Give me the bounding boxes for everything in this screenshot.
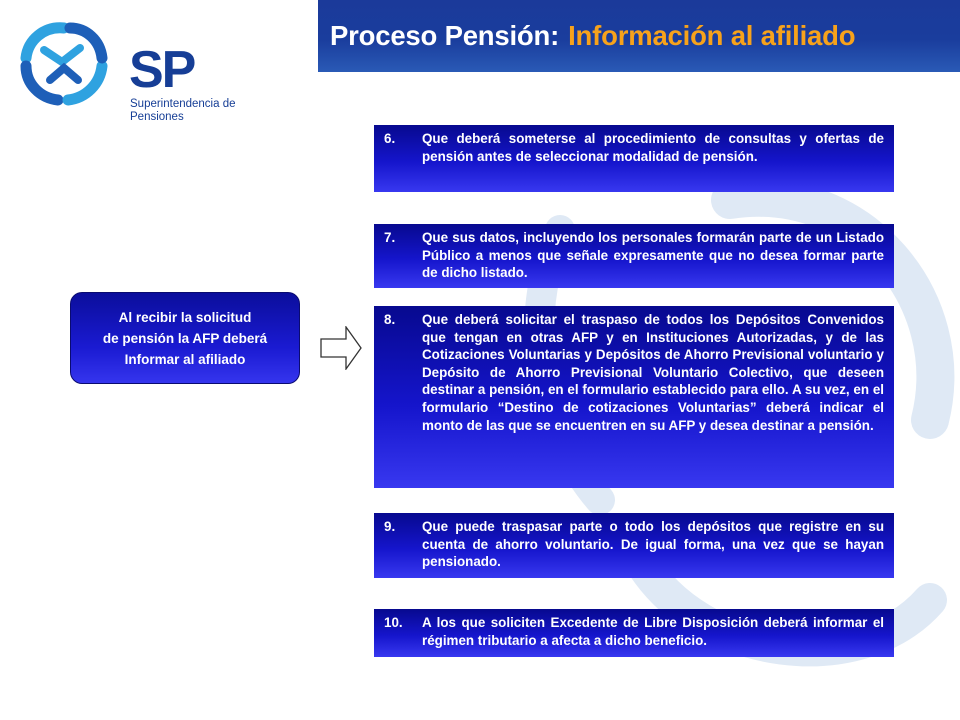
list-item	[374, 125, 894, 192]
item-number: 8.	[384, 312, 396, 327]
list-item	[374, 224, 894, 288]
list-item	[374, 306, 894, 488]
hands-circle-icon	[14, 18, 114, 110]
instruction-line: Al recibir la solicitud	[118, 309, 252, 325]
item-number: 6.	[384, 131, 396, 146]
list-item	[374, 609, 894, 657]
item-text: Que sus datos, incluyendo los personales formarán parte de un Listado Público a menos que señale expresamente que no desea formar parte de dicho listado.	[422, 230, 884, 281]
title-bar	[318, 0, 960, 72]
item-text: Que puede traspasar parte o todo los depósitos que registre en su cuenta de ahorro voluntario. De igual forma, una vez que se hayan pensionado.	[422, 519, 884, 570]
list-item	[374, 513, 894, 578]
sp-logo	[14, 18, 236, 123]
logo-title: SP	[129, 41, 195, 99]
item-text: Que deberá solicitar el traspaso de todos los Depósitos Convenidos que tengan en otras AFP y en Instituciones Autorizadas, y de las Cotizaciones Voluntarias y Depósitos de Ahorro Previsional voluntario y Depósito de Ahorro Previsional Voluntario Colectivo, que deseen destinar a pensión, en el formulario establecido para ello. A su vez, en el formulario “Destino de cotizaciones Voluntarias” deberá indicar el monto de las que se encuentren en su AFP y desea destinar a pensión.	[422, 312, 884, 433]
item-number: 9.	[384, 519, 396, 534]
right-arrow-icon	[320, 326, 362, 370]
item-number: 10.	[384, 615, 403, 630]
page-title-accent: Información al afiliado	[568, 20, 856, 51]
instruction-line: de pensión la AFP deberá	[102, 330, 268, 346]
instruction-line: Informar al afiliado	[124, 351, 246, 367]
item-text: A los que soliciten Excedente de Libre Disposición deberá informar el régimen tributario a afecta a dicho beneficio.	[422, 615, 884, 648]
instruction-box	[70, 292, 300, 384]
item-number: 7.	[384, 230, 396, 245]
page-title: Proceso Pensión:	[330, 20, 560, 51]
logo-subtitle: Superintendencia de Pensiones	[130, 98, 236, 123]
item-text: Que deberá someterse al procedimiento de consultas y ofertas de pensión antes de seleccionar modalidad de pensión.	[422, 131, 884, 164]
